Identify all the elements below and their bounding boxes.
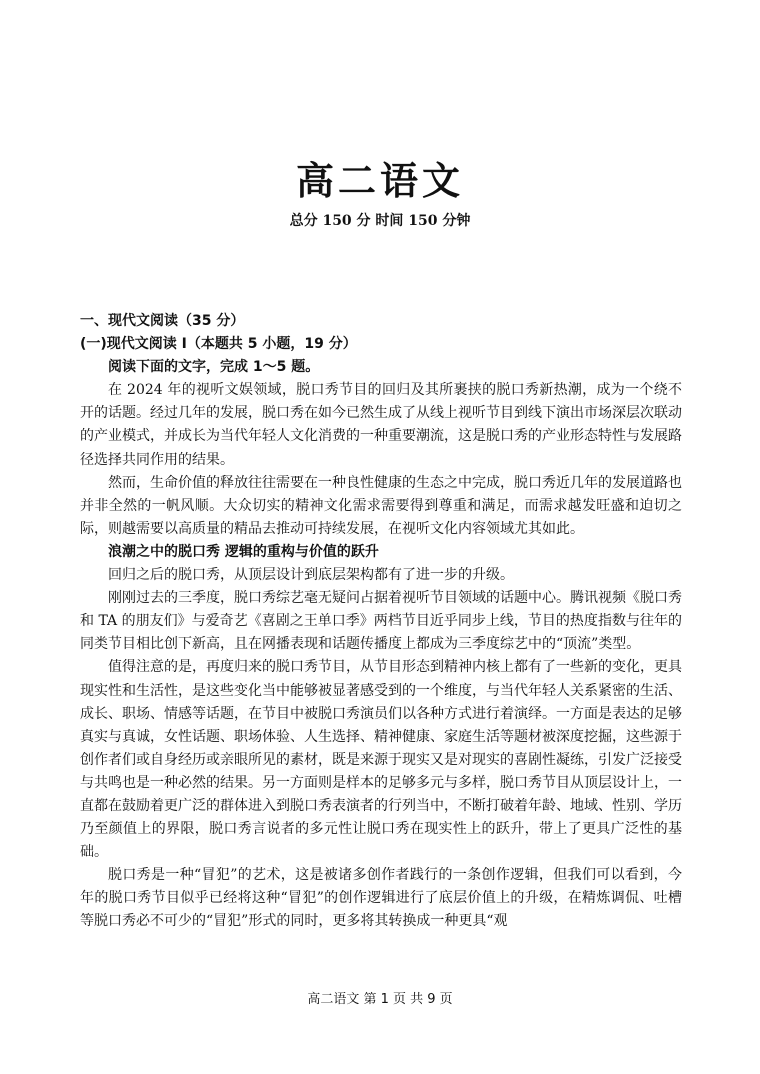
section-heading: 一、现代文阅读（35 分） <box>80 313 245 329</box>
paragraph: 在 2024 年的视听文娱领域，脱口秀节目的回归及其所裹挟的脱口秀新热潮，成为一个绕不开的话题。经过几年的发展，脱口秀在如今已然生成了从线上视听节目到线下演出市场深层次联动的产业模式，并成长为当代年轻人文化消费的一种重要潮流，这是脱口秀的产业形态特性与发展路径选择共同作用的结果。 <box>80 382 682 468</box>
subsection-heading: (一)现代文阅读 I（本题共 5 小题，19 分） <box>80 336 357 353</box>
article-subheading: 浪潮之中的脱口秀 逻辑的重构与价值的跃升 <box>108 543 379 560</box>
reading-instruction: 阅读下面的文字，完成 1～5 题。 <box>108 359 320 376</box>
paragraph: 值得注意的是，再度归来的脱口秀节目，从节目形态到精神内核上都有了一些新的变化，更具现实性和生活性，是这些变化当中能够被显著感受到的一个维度，与当代年轻人关系紧密的生活、成长、职场、情感等话题，在节目中被脱口秀演员们以各种方式进行着演绎。一方面是表达的足够真实与真诚，女性话题、职场体验、人生选择、精神健康、家庭生活等题材被深度挖掘，这些源于创作者们或自身经历或亲眼所见的素材，既是来源于现实又是对现实的喜剧性凝练，引发广泛接受与共鸣也是一种必然的结果。另一方面则是样本的足够多元与多样，脱口秀节目从顶层设计上，一直都在鼓励着更广泛的群体进入到脱口秀表演者的行列当中，不断打破着年龄、地域、性别、学历乃至颜值上的界限，脱口秀言说者的多元性让脱口秀在现实性上的跃升，带上了更具广泛性的基础。 <box>80 659 682 861</box>
page-title: 高二语文 <box>295 158 464 203</box>
paragraph: 刚刚过去的三季度，脱口秀综艺毫无疑问占据着视听节目领域的话题中心。腾讯视频《脱口秀和 TA 的朋友们》与爱奇艺《喜剧之王单口季》两档节目近乎同步上线，节目的热度指数与往年的同类节目相比创下新高，且在网播表现和话题传播度上都成为三季度综艺中的“顶流”类型。 <box>80 590 682 653</box>
exam-info: 总分 150 分 时间 150 分钟 <box>289 213 471 229</box>
page-footer: 高二语文 第 1 页 共 9 页 <box>307 992 453 1007</box>
paragraph: 然而，生命价值的释放往往需要在一种良性健康的生态之中完成，脱口秀近几年的发展道路也并非全然的一帆风顺。大众切实的精神文化需求需要得到尊重和满足，而需求越发旺盛和迫切之际，则越需要以高质量的精品去推动可持续发展，在视听文化内容领域尤其如此。 <box>80 474 682 537</box>
paragraph: 脱口秀是一种“冒犯”的艺术，这是被诸多创作者践行的一条创作逻辑，但我们可以看到，今年的脱口秀节目似乎已经将这种“冒犯”的创作逻辑进行了底层价值上的升级，在精炼调侃、吐槽等脱口秀必不可少的“冒犯”形式的同时，更多将其转换成一种更具“观 <box>80 867 682 930</box>
page-content <box>80 310 682 934</box>
paragraph: 回归之后的脱口秀，从顶层设计到底层架构都有了进一步的升级。 <box>108 567 514 584</box>
